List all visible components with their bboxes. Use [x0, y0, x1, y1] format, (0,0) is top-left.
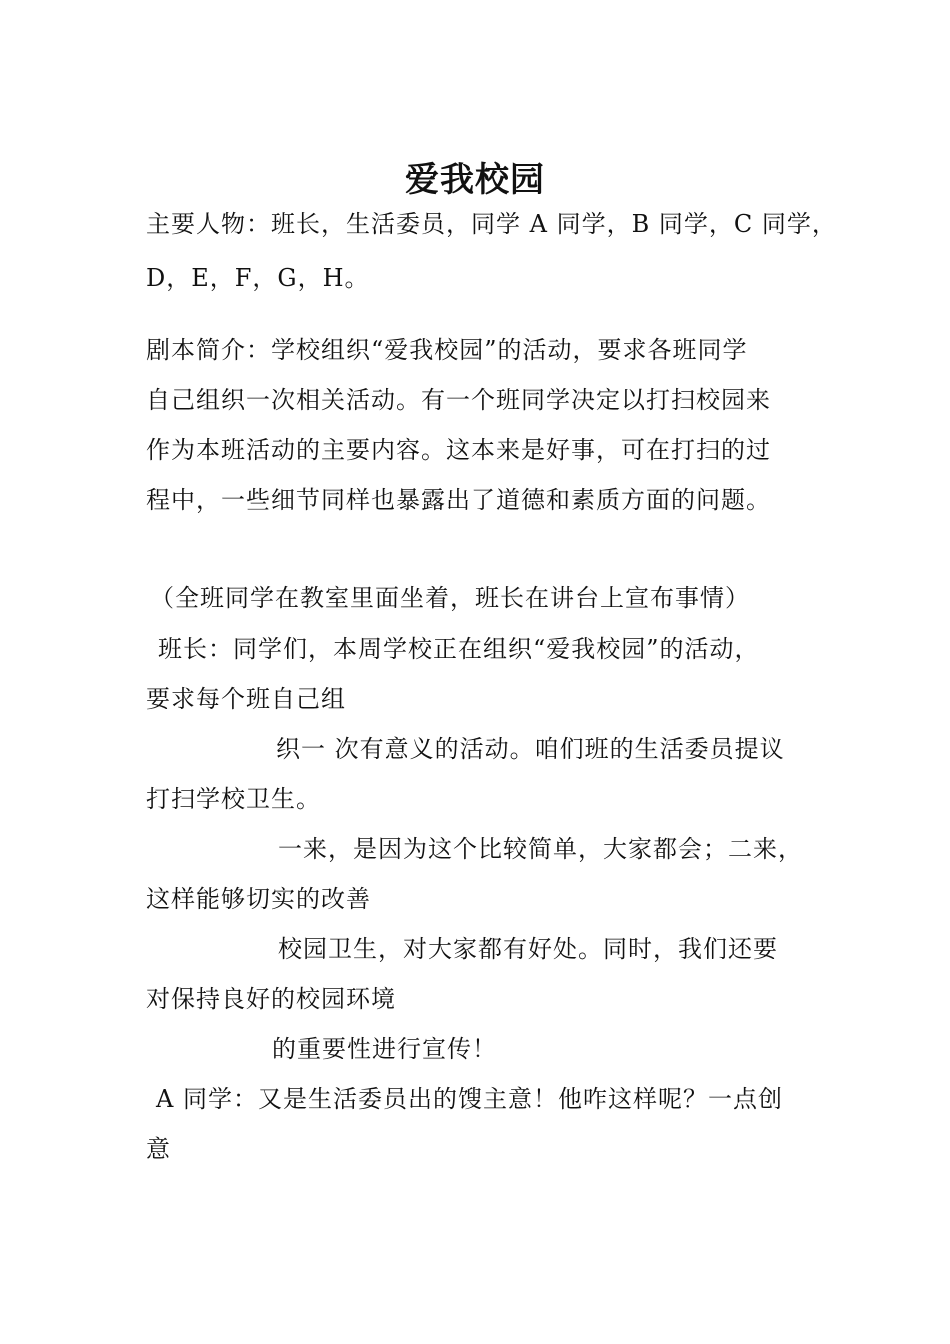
dialogue-line: 意 [146, 1135, 171, 1163]
dialogue-line: 要求每个班自己组 [146, 685, 346, 713]
intro-line: 程中，一些细节同样也暴露出了道德和素质方面的问题。 [146, 486, 771, 514]
intro-line: 作为本班活动的主要内容。这本来是好事，可在打扫的过 [146, 436, 771, 464]
stage-direction: （全班同学在教室里面坐着，班长在讲台上宣布事情） [150, 584, 750, 612]
dialogue-line: 这样能够切实的改善 [146, 885, 371, 913]
document-title: 爱我校园 [405, 160, 545, 200]
intro-line: 剧本简介：学校组织“爱我校园”的活动，要求各班同学 [146, 336, 748, 364]
dialogue-line: 织一 次有意义的活动。咱们班的生活委员提议 [276, 735, 785, 763]
intro-line: 自己组织一次相关活动。有一个班同学决定以打扫校园来 [146, 386, 771, 414]
dialogue-line: 打扫学校卫生。 [146, 785, 321, 813]
dialogue-line: 的重要性进行宣传！ [272, 1035, 497, 1063]
dialogue-line: 校园卫生，对大家都有好处。同时，我们还要 [278, 935, 778, 963]
characters-line: 主要人物：班长，生活委员，同学 A 同学，B 同学，C 同学， [146, 210, 837, 238]
dialogue-line: 一来，是因为这个比较简单，大家都会；二来， [278, 835, 803, 863]
dialogue-line: A 同学：又是生活委员出的馊主意！他咋这样呢？一点创 [156, 1085, 783, 1113]
dialogue-line: 对保持良好的校园环境 [146, 985, 396, 1013]
characters-line: D，E，F，G，H。 [146, 264, 370, 292]
dialogue-line: 班长：同学们，本周学校正在组织“爱我校园”的活动， [158, 635, 760, 663]
